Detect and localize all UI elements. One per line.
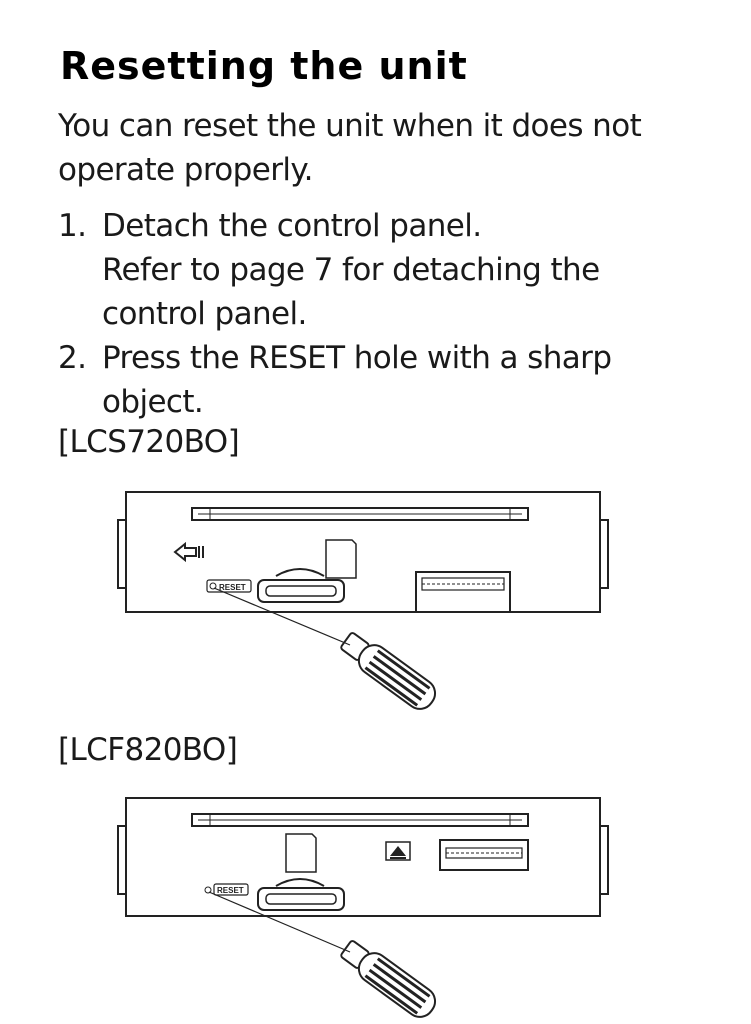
model-label-lcf820bo: [LCF820BO]: [58, 732, 238, 768]
release-arrow-icon: [175, 544, 203, 560]
right-tab: [600, 520, 608, 588]
step-1-number: 1.: [58, 208, 87, 244]
connector-block: [440, 840, 528, 870]
step-1-text: Detach the control panel.: [102, 208, 482, 244]
model-label-lcs720bo: [LCS720BO]: [58, 424, 240, 460]
knob-top: [276, 879, 324, 886]
screwdriver-tip: [209, 892, 350, 952]
right-tab: [600, 826, 608, 894]
page-title: Resetting the unit: [60, 44, 468, 88]
unit-diagram-lcs720bo: [0, 480, 751, 730]
eject-icon: [390, 846, 406, 856]
step-1-subtext: Refer to page 7 for detaching the control panel.: [102, 252, 600, 332]
usb-port: [258, 580, 344, 602]
unit-diagram-lcf820bo: [0, 790, 751, 1024]
step-2-number: 2.: [58, 340, 87, 376]
left-tab: [118, 520, 126, 588]
step-2-text: Press the RESET hole with a sharp object.: [102, 340, 612, 420]
screwdriver-handle: [337, 628, 440, 715]
knob-top: [276, 569, 324, 576]
screwdriver-handle: [337, 936, 440, 1023]
usb-port: [258, 888, 344, 910]
sd-card-slot: [326, 540, 356, 578]
left-tab: [118, 826, 126, 894]
reset-label-text: RESET: [217, 886, 244, 895]
reset-label-text: RESET: [219, 583, 246, 592]
sd-card-slot: [286, 834, 316, 872]
intro-text: You can reset the unit when it does not operate properly.: [58, 108, 642, 188]
